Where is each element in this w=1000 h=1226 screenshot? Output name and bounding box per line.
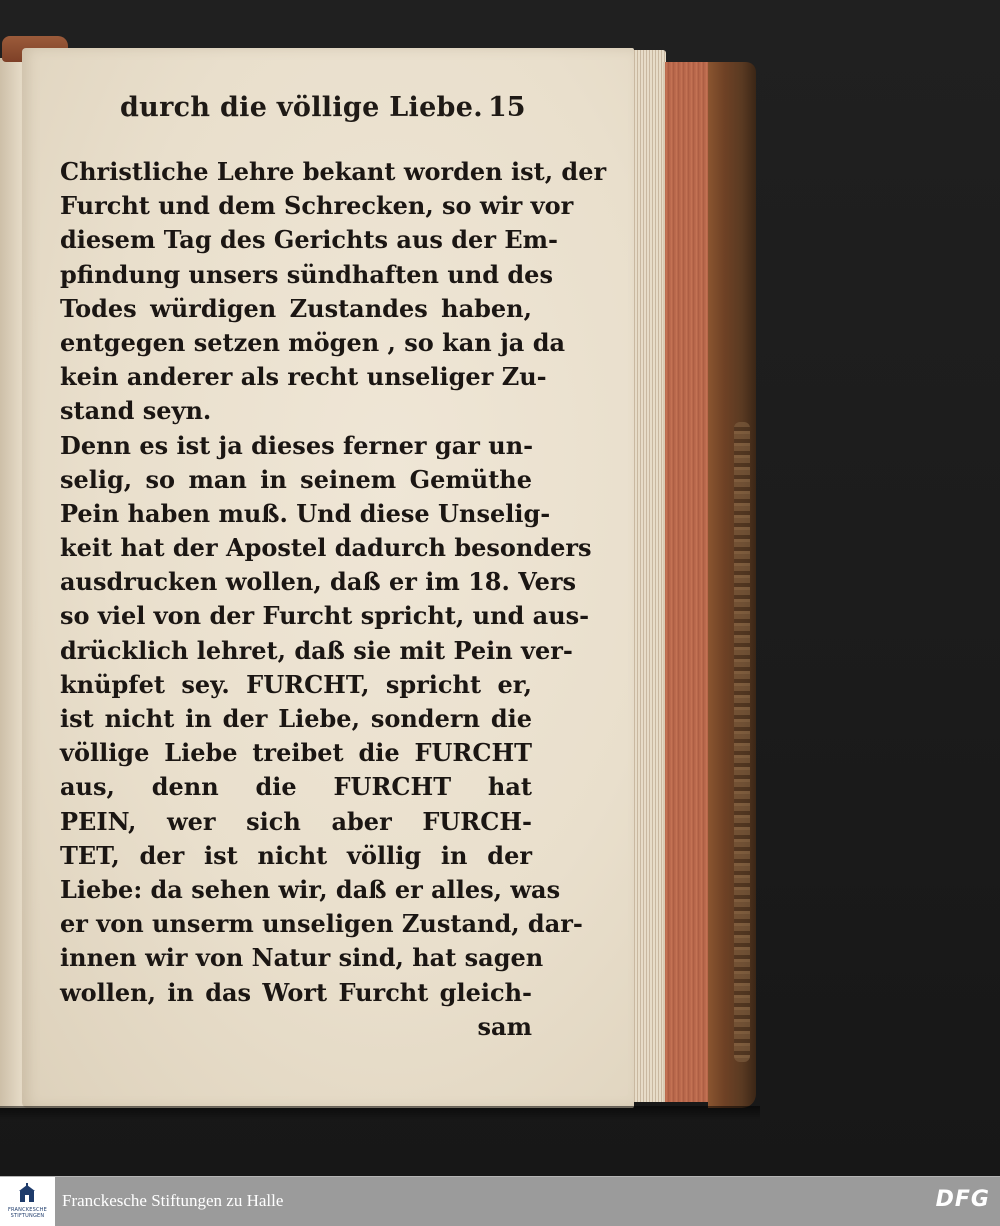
- page-body-text: [60, 155, 607, 1044]
- text-line: drücklich lehret, daß sie mit Pein ver-: [60, 635, 573, 665]
- page-number: 15: [488, 92, 526, 123]
- institution-name: Franckesche Stiftungen zu Halle: [62, 1191, 284, 1210]
- text-line: stand seyn.: [60, 396, 212, 426]
- text-line: entgegen setzen mögen , so kan ja da: [60, 327, 566, 357]
- text-line: Liebe: da sehen wir, daß er alles, was: [60, 874, 561, 904]
- text-line: Todes würdigen Zustandes haben,: [60, 293, 532, 323]
- text-line: wollen, in das Wort Furcht gleich-: [60, 977, 532, 1007]
- text-line: keit hat der Apostel dadurch besonders: [60, 533, 592, 563]
- text-line: völlige Liebe treibet die FURCHT: [60, 738, 532, 768]
- page-header: [120, 92, 526, 132]
- text-line: ist nicht in der Liebe, sondern die: [60, 704, 532, 733]
- text-line: aus, denn die FURCHT hat: [60, 772, 532, 802]
- franckesche-logo[interactable]: [0, 1177, 55, 1226]
- text-line: TET, der ist nicht völlig in der: [60, 840, 532, 870]
- text-line: ausdrucken wollen, daß er im 18. Vers: [60, 567, 577, 597]
- running-title: durch die völlige Liebe.: [120, 92, 483, 123]
- logo-caption: FRANCKESCHE STIFTUNGEN: [7, 1207, 48, 1219]
- text-line: innen wir von Natur sind, hat sagen: [60, 943, 544, 973]
- text-line: Furcht und dem Schrecken, so wir vor: [60, 191, 574, 221]
- catchword: sam: [477, 1011, 532, 1041]
- text-line: Denn es ist ja dieses ferner gar un-: [60, 430, 534, 460]
- text-line: so viel von der Furcht spricht, und aus-: [60, 601, 590, 631]
- dfg-logo[interactable]: DFG: [935, 1187, 990, 1212]
- book-shadow: [0, 1106, 760, 1120]
- text-line: PEIN, wer sich aber FURCH-: [60, 806, 532, 836]
- text-line: Pein haben muß. Und diese Unselig-: [60, 498, 551, 528]
- text-line: er von unserm unseligen Zustand, dar-: [60, 909, 583, 939]
- text-line: selig, so man in seinem Gemüthe: [60, 464, 532, 494]
- text-line: kein anderer als recht unseliger Zu-: [60, 362, 547, 392]
- text-line: Christliche Lehre bekant worden ist, der: [60, 157, 607, 186]
- building-icon: [17, 1183, 37, 1203]
- text-line: diesem Tag des Gerichts aus der Em-: [60, 225, 558, 255]
- text-line: knüpfet sey. FURCHT, spricht er,: [60, 669, 532, 699]
- footer-bar: [0, 1176, 1000, 1226]
- leather-cover: [708, 62, 756, 1108]
- text-line: pfindung unsers sündhaften und des: [60, 259, 553, 289]
